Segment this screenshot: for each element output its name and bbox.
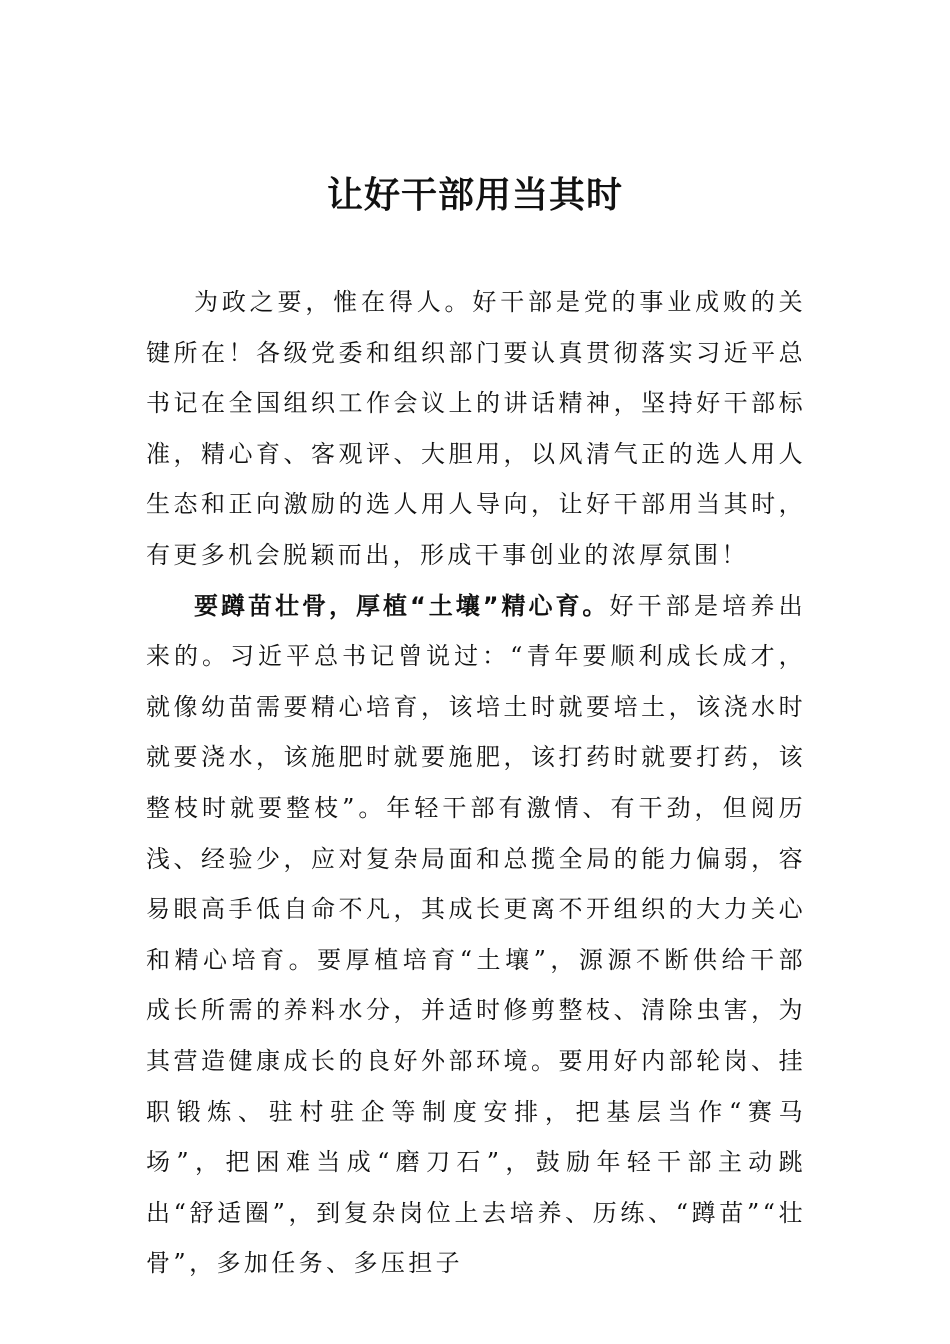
- document-title: 让好干部用当其时: [326, 175, 623, 216]
- paragraph-intro-text: 为政之要，惟在得人。好干部是党的事业成败的关键所在！各级党委和组织部门要认真贯彻落实习近平总书记在全国组织工作会议上的讲话精神，坚持好干部标准，精心育、客观评、大胆用，以风清气正的选人用人生态和正向激励的选人用人导向，让好干部用当其时，有更多机会脱颖而出，形成干事创业的浓厚氛围！: [146, 288, 806, 569]
- paragraph-intro: [146, 277, 806, 581]
- paragraph-cultivate-heading: 要蹲苗壮骨，厚植“土壤”精心育。: [194, 591, 610, 620]
- paragraph-cultivate: [146, 581, 806, 1289]
- document-body: [146, 277, 806, 1289]
- paragraph-cultivate-text: 好干部是培养出来的。习近平总书记曾说过：“青年要顺利成长成才，就像幼苗需要精心培育，该培土时就要培土，该浇水时就要浇水，该施肥时就要施肥，该打药时就要打药，该整枝时就要整枝”。年轻干部有激情、有干劲，但阅历浅、经验少，应对复杂局面和总揽全局的能力偏弱，容易眼高手低自命不凡，其成长更离不开组织的大力关心和精心培育。要厚植培育“土壤”，源源不断供给干部成长所需的养料水分，并适时修剪整枝、清除虫害，为其营造健康成长的良好外部环境。要用好内部轮岗、挂职锻炼、驻村驻企等制度安排，把基层当作“赛马场”，把困难当成“磨刀石”，鼓励年轻干部主动跳出“舒适圈”，到复杂岗位上去培养、历练、“蹲苗”“壮骨”，多加任务、多压担子: [146, 591, 806, 1278]
